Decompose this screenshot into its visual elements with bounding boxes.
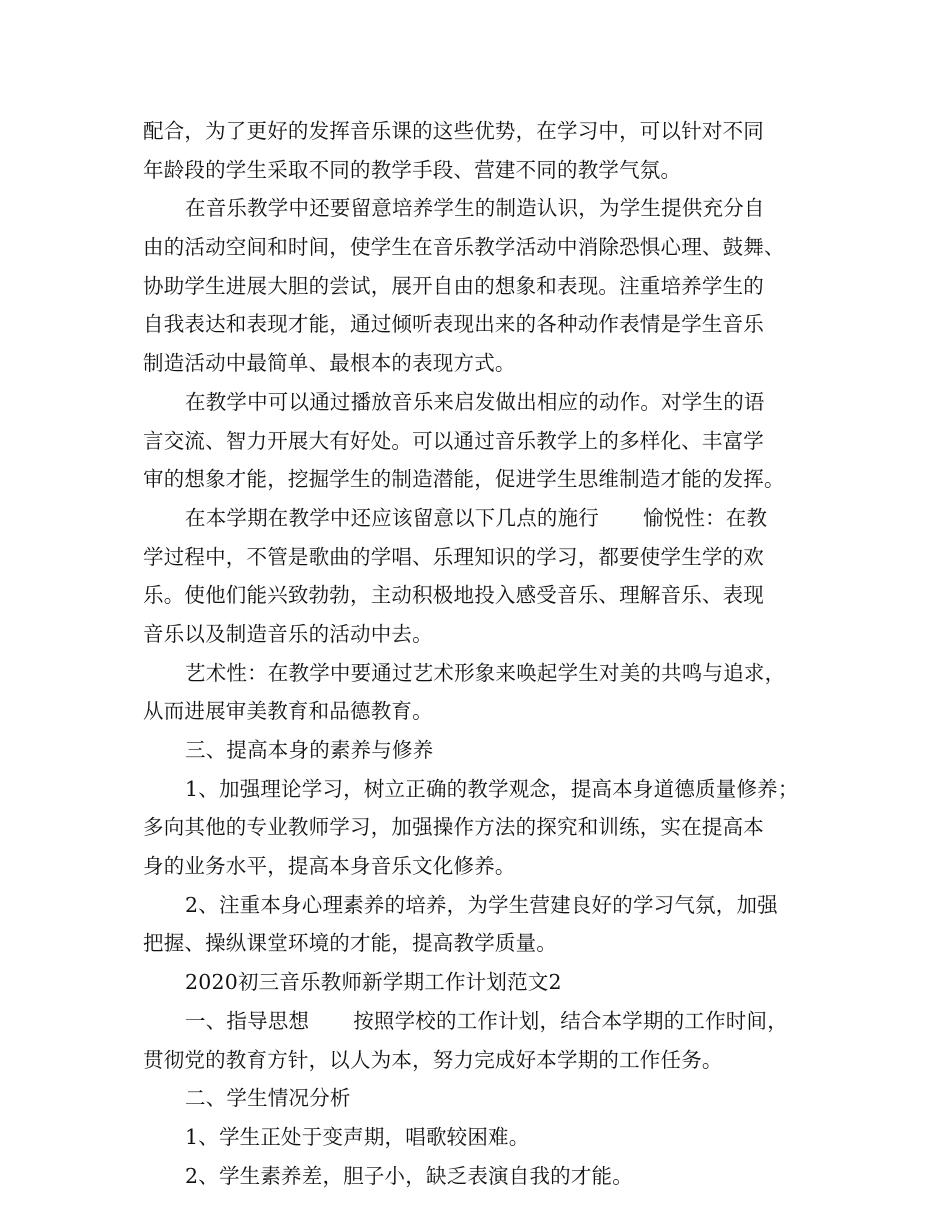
text-line xyxy=(143,228,811,267)
text-line-content: 1、学生正处于变声期，唱歌较困难。 xyxy=(185,1124,530,1149)
text-line-content: 由的活动空间和时间，使学生在音乐教学活动中消除恐惧心理、鼓舞、 xyxy=(143,235,785,260)
text-line-continuation: 愉悦性：在教 xyxy=(643,505,768,530)
text-line xyxy=(143,1079,811,1118)
text-line xyxy=(143,267,811,306)
text-line xyxy=(143,305,811,344)
text-line-content: 自我表达和表现才能，通过倾听表现出来的各种动作表情是学生音乐 xyxy=(143,312,764,337)
text-line-content: 多向其他的专业教师学习，加强操作方法的探究和训练，实在提高本 xyxy=(143,815,764,840)
text-line-content: 在本学期在教学中还应该留意以下几点的施行 xyxy=(185,505,599,530)
text-line xyxy=(143,383,811,422)
text-line-content: 言交流、智力开展大有好处。可以通过音乐教学上的多样化、丰富学 xyxy=(143,428,764,453)
text-line-content: 二、学生情况分析 xyxy=(185,1086,351,1111)
text-line xyxy=(143,1157,811,1196)
text-line xyxy=(143,886,811,925)
text-line-content: 2、学生素养差，胆子小，缺乏表演自我的才能。 xyxy=(185,1163,633,1188)
text-line xyxy=(143,692,811,731)
text-line xyxy=(143,499,811,538)
text-line-content: 一、指导思想 xyxy=(185,1008,310,1033)
text-line-content: 协助学生进展大胆的尝试，展开自由的想象和表现。注重培养学生的 xyxy=(143,273,764,298)
text-line xyxy=(143,924,811,963)
text-line-content: 乐。使他们能兴致勃勃，主动积极地投入感受音乐、理解音乐、表现 xyxy=(143,583,764,608)
text-line xyxy=(143,808,811,847)
text-line-content: 配合，为了更好的发挥音乐课的这些优势，在学习中，可以针对不同 xyxy=(143,119,764,143)
text-line-content: 在音乐教学中还要留意培养学生的制造认识，为学生提供充分自 xyxy=(185,196,765,221)
text-line-content: 制造活动中最简单、最根本的表现方式。 xyxy=(143,351,516,376)
text-line xyxy=(143,112,811,151)
text-line xyxy=(143,344,811,383)
text-line xyxy=(143,847,811,886)
text-line-content: 三、提高本身的素养与修养 xyxy=(185,738,434,762)
text-line xyxy=(143,615,811,654)
text-line xyxy=(143,1041,811,1080)
text-line-content: 年龄段的学生采取不同的教学手段、营建不同的教学气氛。 xyxy=(143,157,682,182)
document-page xyxy=(143,112,811,1195)
text-line-content: 审的想象才能，挖掘学生的制造潜能，促进学生思维制造才能的发挥。 xyxy=(143,467,785,492)
text-line-continuation: 按照学校的工作计划，结合本学期的工作时间， xyxy=(353,1008,788,1033)
text-line-content: 1、加强理论学习，树立正确的教学观念，提高本身道德质量修养； xyxy=(185,776,799,801)
text-line xyxy=(143,770,811,809)
text-line-content: 2、注重本身心理素养的培养，为学生营建良好的学习气氛，加强 xyxy=(185,892,778,917)
text-line xyxy=(143,963,811,1002)
text-line xyxy=(143,1002,811,1041)
text-line-content: 在教学中可以通过播放音乐来启发做出相应的动作。对学生的语 xyxy=(185,389,765,414)
text-line xyxy=(143,731,811,770)
text-line xyxy=(143,538,811,577)
text-line xyxy=(143,189,811,228)
text-line-content: 贯彻党的教育方针，以人为本，努力完成好本学期的工作任务。 xyxy=(143,1047,723,1072)
text-line-content: 从而进展审美教育和品德教育。 xyxy=(143,699,433,724)
text-line xyxy=(143,460,811,499)
text-line-content: 音乐以及制造音乐的活动中去。 xyxy=(143,621,433,646)
text-line xyxy=(143,576,811,615)
text-line xyxy=(143,1118,811,1157)
text-line-content: 身的业务水平，提高本身音乐文化修养。 xyxy=(143,854,516,879)
text-line-content: 学过程中，不管是歌曲的学唱、乐理知识的学习，都要使学生学的欢 xyxy=(143,544,764,569)
text-line-content: 2020初三音乐教师新学期工作计划范文2 xyxy=(185,970,562,995)
text-line-content: 艺术性：在教学中要通过艺术形象来唤起学生对美的共鸣与追求， xyxy=(185,660,786,685)
text-line xyxy=(143,151,811,190)
text-line xyxy=(143,422,811,461)
text-line-content: 把握、操纵课堂环境的才能，提高教学质量。 xyxy=(143,931,557,956)
text-line xyxy=(143,654,811,693)
